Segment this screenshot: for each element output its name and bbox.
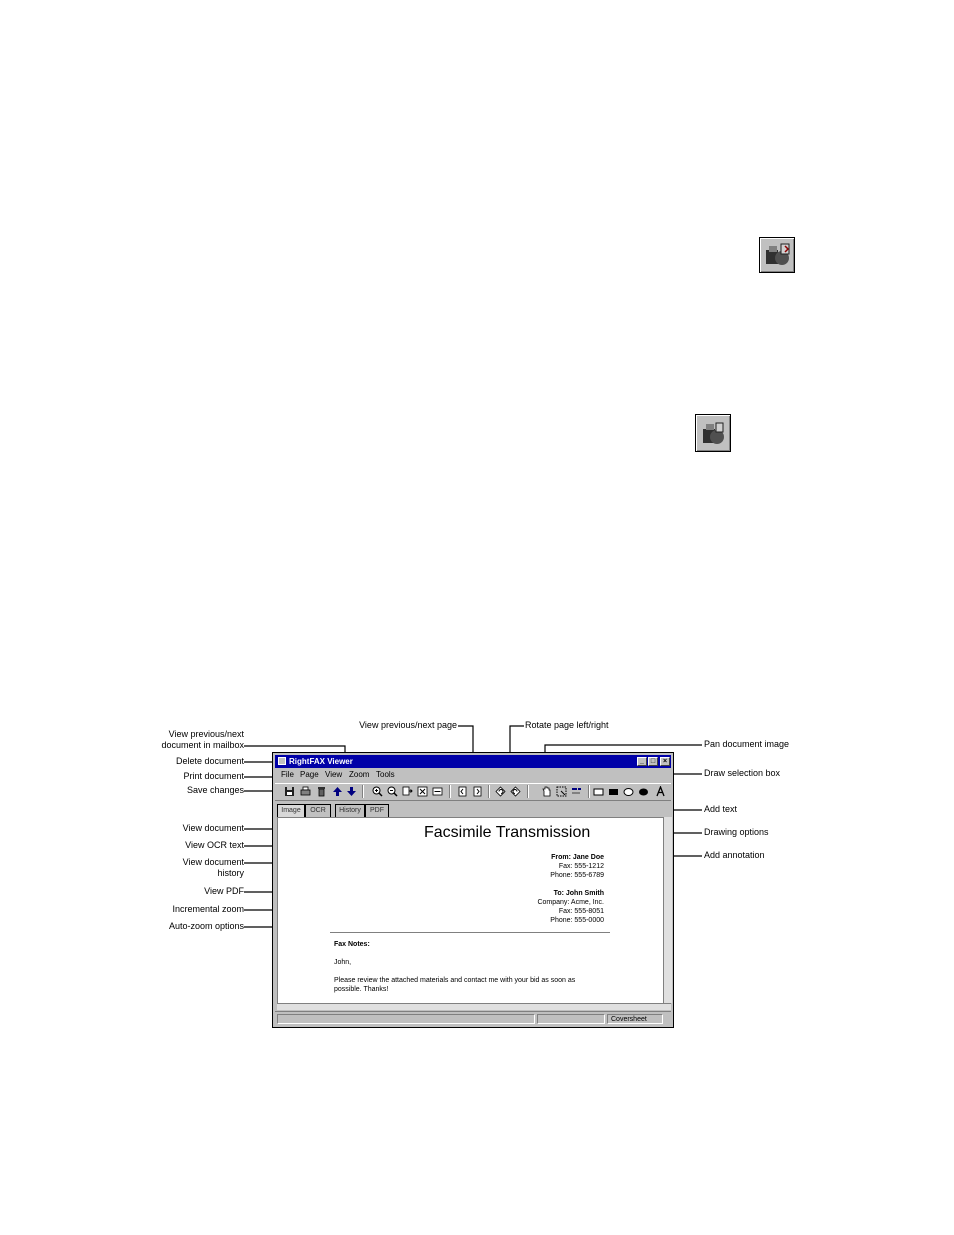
horizontal-scrollbar[interactable] — [277, 1003, 671, 1010]
tab-pdf[interactable]: PDF — [365, 804, 389, 817]
app-icon — [278, 757, 286, 765]
rotate-right-icon[interactable] — [510, 786, 521, 797]
rotate-left-icon[interactable] — [495, 786, 506, 797]
window-title: RightFAX Viewer — [289, 757, 353, 766]
toolbar-separator — [588, 785, 590, 798]
tab-ocr[interactable]: OCR — [305, 804, 331, 817]
zoom-fit-icon[interactable] — [402, 786, 413, 797]
to-line: To: John Smith — [553, 890, 604, 897]
body-line-2: possible. Thanks! — [334, 986, 389, 993]
callout-drawing-options: Drawing options — [704, 827, 769, 837]
callout-print-document: Print document — [183, 771, 244, 781]
maximize-button[interactable]: □ — [648, 757, 658, 766]
fax-title: Facsimile Transmission — [424, 824, 591, 841]
callout-line-1: View document — [182, 857, 244, 867]
callout-view-document: View document — [182, 823, 244, 833]
menu-page[interactable]: Page — [300, 770, 319, 779]
callout-line-1: View previous/next — [168, 729, 244, 739]
callout-line-2: document in mailbox — [161, 740, 244, 750]
status-cell-page: Coversheet — [607, 1014, 663, 1024]
status-bar — [275, 1011, 671, 1026]
callout-add-annotation: Add annotation — [704, 850, 765, 860]
zoom-width-icon[interactable] — [432, 786, 443, 797]
rectangle-outline-icon[interactable] — [593, 786, 604, 797]
status-cell-main — [277, 1014, 535, 1024]
to-phone-line: Phone: 555-0000 — [550, 917, 604, 924]
auto-zoom-icon[interactable] — [417, 786, 428, 797]
save-icon[interactable] — [284, 786, 295, 797]
notes-heading: Fax Notes: — [334, 941, 370, 948]
vertical-scrollbar[interactable] — [663, 817, 672, 1003]
callout-view-prev-next-page: View previous/next page — [359, 720, 457, 730]
annotation-icon[interactable] — [571, 786, 582, 797]
callout-save-changes: Save changes — [186, 785, 244, 795]
callout-pan-document-image: Pan document image — [704, 739, 790, 749]
rectangle-filled-icon[interactable] — [608, 786, 619, 797]
callout-view-prev-next-document — [161, 729, 244, 751]
previous-page-icon[interactable] — [457, 786, 468, 797]
previous-document-icon[interactable] — [332, 786, 343, 797]
tab-history[interactable]: History — [335, 804, 365, 817]
tab-image[interactable]: Image — [277, 804, 305, 817]
toolbar-separator — [488, 785, 490, 798]
to-fax-line: Fax: 555-8051 — [558, 908, 604, 915]
to-company-line: Company: Acme, Inc. — [537, 899, 604, 906]
menu-view[interactable]: View — [325, 770, 343, 779]
document-image[interactable] — [277, 817, 665, 1007]
menu-bar — [275, 769, 671, 781]
toolbar-separator — [362, 785, 364, 798]
menu-file[interactable]: File — [281, 770, 294, 779]
callout-view-document-history — [183, 857, 244, 879]
rightfax-viewer-window — [272, 752, 674, 1028]
menu-zoom[interactable]: Zoom — [349, 770, 370, 779]
from-fax-line: Fax: 555-1212 — [558, 863, 604, 870]
body-line-1: Please review the attached materials and contact me with your bid as soon as — [334, 977, 576, 984]
callout-add-text: Add text — [704, 804, 738, 814]
toolbar-separator — [527, 785, 529, 798]
from-line: From: Jane Doe — [551, 854, 604, 861]
title-bar — [275, 755, 671, 768]
close-button[interactable]: × — [660, 757, 670, 766]
add-text-icon[interactable] — [655, 786, 666, 797]
callout-rotate-page: Rotate page left/right — [525, 720, 609, 730]
callout-incremental-zoom: Incremental zoom — [172, 904, 244, 914]
pan-icon[interactable] — [541, 786, 552, 797]
next-document-icon[interactable] — [346, 786, 357, 797]
salutation: John, — [334, 959, 352, 966]
callout-view-pdf: View PDF — [204, 886, 244, 896]
zoom-out-icon[interactable] — [387, 786, 398, 797]
delete-icon[interactable] — [316, 786, 327, 797]
minimize-button[interactable]: _ — [637, 757, 647, 766]
callout-line-2: history — [217, 868, 244, 878]
callout-delete-document: Delete document — [175, 756, 244, 766]
callout-view-ocr-text: View OCR text — [185, 840, 244, 850]
ellipse-filled-icon[interactable] — [638, 786, 649, 797]
callout-draw-selection-box: Draw selection box — [704, 768, 781, 778]
status-cell-middle — [537, 1014, 605, 1024]
document-divider — [330, 932, 610, 933]
selection-box-icon[interactable] — [556, 786, 567, 797]
callout-auto-zoom-options: Auto-zoom options — [168, 921, 244, 931]
print-icon[interactable] — [300, 786, 311, 797]
from-phone-line: Phone: 555-6789 — [550, 872, 604, 879]
zoom-in-icon[interactable] — [372, 786, 383, 797]
next-page-icon[interactable] — [472, 786, 483, 797]
menu-tools[interactable]: Tools — [376, 770, 395, 779]
toolbar-separator — [449, 785, 451, 798]
toolbar — [275, 783, 671, 801]
ellipse-outline-icon[interactable] — [623, 786, 634, 797]
